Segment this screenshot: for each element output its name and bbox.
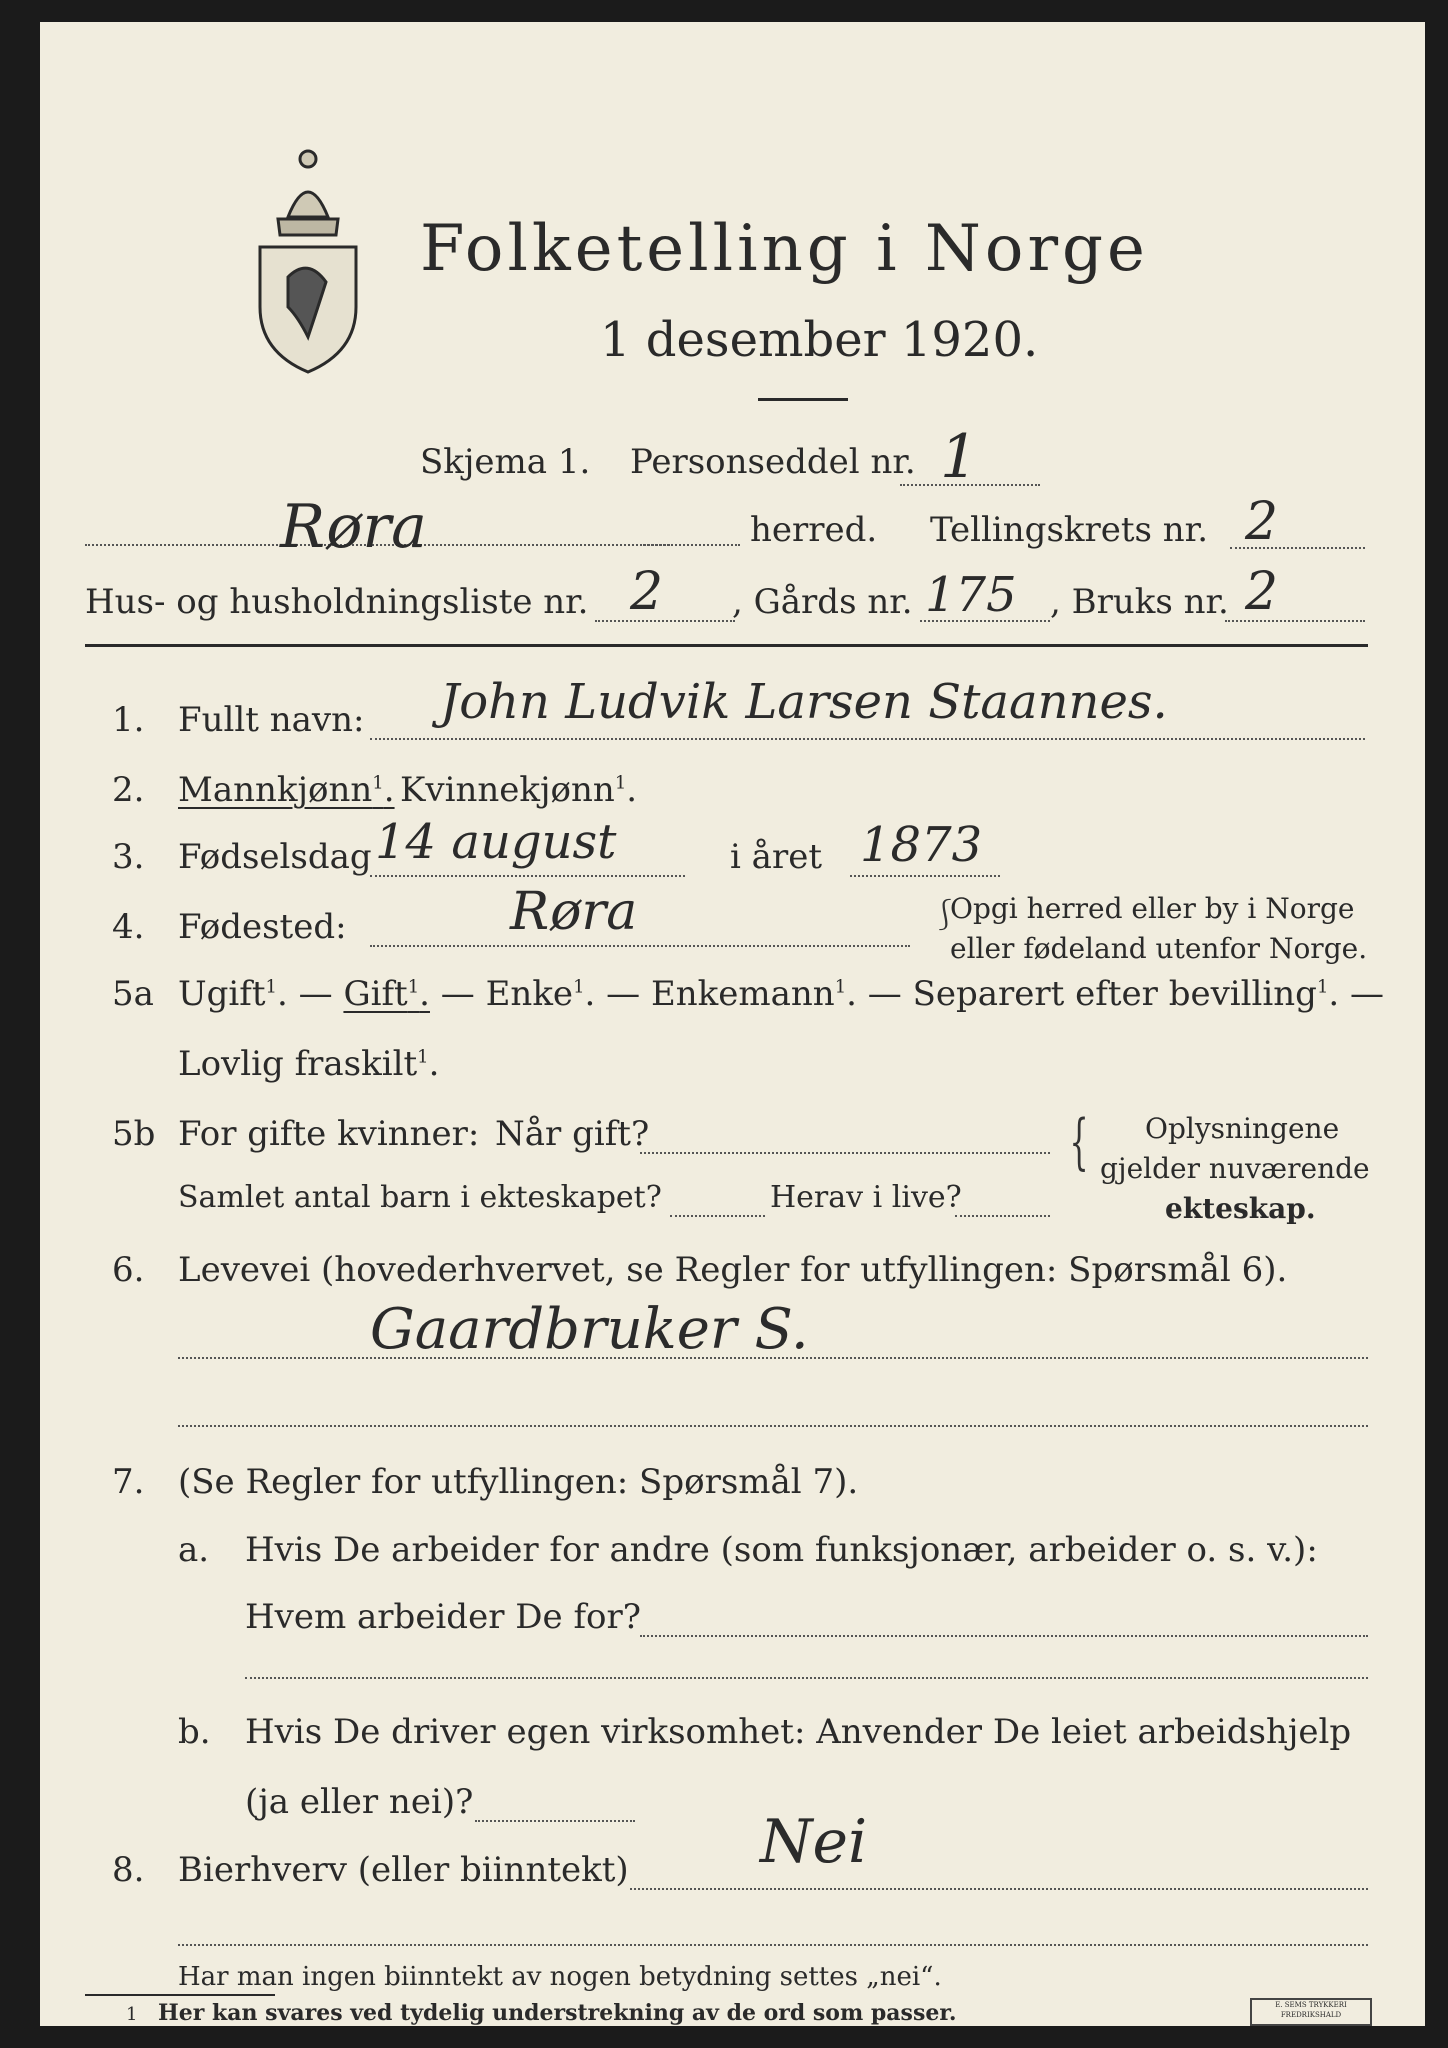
q7a-label: Hvis De arbeider for andre (som funksjonær, arbeider o. s. v.): [245,1530,1318,1570]
bruks-value[interactable]: 2 [1245,562,1279,622]
personseddel-value[interactable]: 1 [940,422,979,492]
q4-label: Fødested: [178,907,347,947]
q1-num: 1. [112,700,145,740]
herred-line-2 [640,544,740,546]
footnote-rule [85,1994,275,1996]
q7b-label: Hvis De driver egen virksomhet: Anvender De leiet arbeidshjelp [245,1712,1352,1752]
header-rule [85,644,1368,647]
q5b-note-2: gjelder nuværende [1100,1152,1370,1185]
bruks-label: , Bruks nr. [1050,582,1229,622]
husholdning-value[interactable]: 2 [630,562,664,622]
q8-label: Bierhverv (eller biinntekt) [178,1850,629,1890]
husholdning-line [595,620,735,622]
q5b-note-3: ekteskap. [1165,1192,1316,1225]
q5b-label: For gifte kvinner: [178,1114,480,1154]
q3-line [370,875,685,877]
q5a-enke[interactable]: Enke$^1$. [485,974,596,1014]
q1-label: Fullt navn: [178,700,365,740]
herred-value[interactable]: Røra [280,492,427,562]
census-form [40,22,1425,2026]
q5a-ugift[interactable]: Ugift$^1$. [178,974,288,1014]
q3-year-line [850,875,1000,877]
q3-value[interactable]: 14 august [375,814,617,870]
q4-note-1: Opgi herred eller by i Norge [950,892,1355,925]
q6-num: 6. [112,1250,145,1290]
footnote-mark: 1 [126,2004,138,2025]
q6-value[interactable]: Gaardbruker S. [370,1297,809,1362]
q8-line-2 [178,1944,1368,1946]
herred-label: herred. [750,510,878,550]
q4-num: 4. [112,907,145,947]
q5b-brace: { [1069,1107,1089,1177]
q8-line [630,1888,1368,1890]
q4-brace: ⎰ [930,898,960,933]
q5b-live: Herav i live? [770,1180,962,1215]
q5a-num: 5a [112,974,154,1014]
q8-num: 8. [112,1850,145,1890]
q7-label: (Se Regler for utfyllingen: Spørsmål 7). [178,1462,859,1502]
q5b-num: 5b [112,1114,156,1154]
footnote-text: Her kan svares ved tydelig understrekning av de ord som passer. [158,2000,957,2026]
q4-line [370,945,910,947]
q4-note-2: eller fødeland utenfor Norge. [950,932,1368,965]
skjema-label: Skjema 1. [420,442,591,482]
q2-num: 2. [112,770,145,810]
q7b-line [475,1820,635,1822]
q3-num: 3. [112,837,145,877]
form-date: 1 desember 1920. [600,312,1039,368]
q4-value[interactable]: Røra [510,882,638,942]
q7a-line-2 [245,1677,1368,1679]
q5a-fraskilt[interactable]: Lovlig fraskilt$^1$. [178,1044,440,1084]
form-title: Folketelling i Norge [420,212,1149,286]
q7b-letter: b. [178,1712,211,1752]
q8-value[interactable]: Nei [760,1807,868,1877]
q6-line-1 [178,1357,1368,1359]
q5b-naar-line [640,1152,1050,1154]
q5b-note-1: Oplysningene [1145,1112,1340,1145]
q5b-barn: Samlet antal barn i ekteskapet? [178,1180,662,1215]
q7a-letter: a. [178,1530,210,1570]
q5a-options: Ugift$^1$. — Gift$^1$. — Enke$^1$. — Enkemann$^1$. — Separert efter bevilling$^1$. — [178,974,1385,1014]
q2-female[interactable]: Kvinnekjønn$^1$. [400,770,638,810]
q7-num: 7. [112,1462,145,1502]
gards-value[interactable]: 175 [925,567,1017,623]
q7a-sub: Hvem arbeider De for? [245,1597,641,1637]
q2-male[interactable]: Mannkjønn$^1$. [178,770,395,810]
coat-of-arms-icon [248,147,368,377]
q3-year-label: i året [730,837,822,877]
printer-stamp: E. SEMS TRYKKERI FREDRIKSHALD [1250,1998,1372,2026]
q5a-gift[interactable]: Gift$^1$. [343,974,430,1014]
q5a-enkemann[interactable]: Enkemann$^1$. [650,974,857,1014]
tellingskrets-value[interactable]: 2 [1245,492,1279,552]
q5b-live-line [955,1215,1050,1217]
q3-year-value[interactable]: 1873 [860,817,983,873]
title-divider [758,398,848,401]
q3-label: Fødselsdag [178,837,372,877]
tellingskrets-label: Tellingskrets nr. [930,510,1209,550]
q7b-sub: (ja eller nei)? [245,1782,474,1822]
gards-label: , Gårds nr. [732,582,913,622]
q6-label: Levevei (hovederhvervet, se Regler for utfyllingen: Spørsmål 6). [178,1250,1288,1290]
q6-line-2 [178,1425,1368,1427]
q5a-separert[interactable]: Separert efter bevilling$^1$. [912,974,1340,1014]
footer-note: Har man ingen biinntekt av nogen betydning settes „nei“. [178,1962,942,1992]
q1-line [370,738,1365,740]
husholdning-label: Hus- og husholdningsliste nr. [85,582,589,622]
q5b-naar: Når gift? [495,1114,650,1154]
personseddel-label: Personseddel nr. [630,442,916,482]
q1-value[interactable]: John Ludvik Larsen Staannes. [440,674,1168,730]
q5b-barn-line [670,1215,765,1217]
q7a-line-1 [640,1635,1368,1637]
